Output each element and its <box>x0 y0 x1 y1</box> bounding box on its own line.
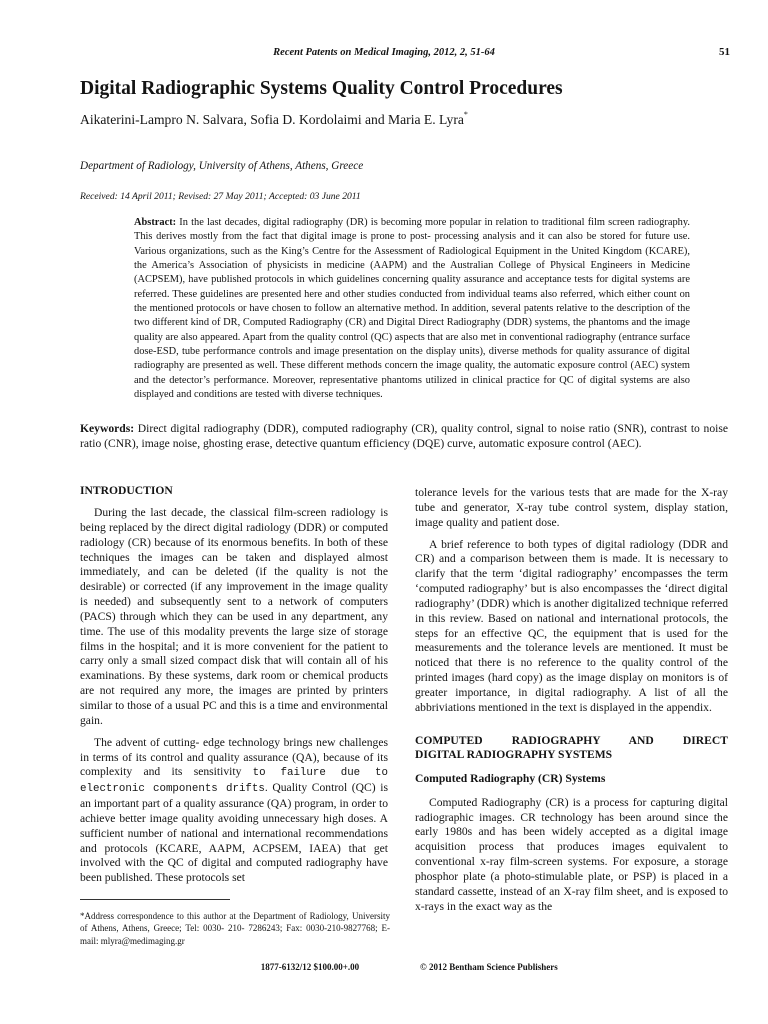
submission-dates: Received: 14 April 2011; Revised: 27 May 2011; Accepted: 03 June 2011 <box>80 191 361 202</box>
keywords-text: Direct digital radiography (DDR), computed radiography (CR), quality control, signal to noise ratio (SNR), contrast to noise ratio (CNR), image noise, ghosting erase, detective quantum efficiency (DQE) curve, automatic exposure control (AEC). <box>80 422 728 450</box>
keywords <box>80 422 728 452</box>
section-heading-introduction: INTRODUCTION <box>80 484 173 497</box>
cr-paragraph: Computed Radiography (CR) is a process for capturing digital radiographic images. CR technology has been around since the early 1980s and has been widely accepted as a digital image acquisition process that produces images equivalent to conventional x-ray film-screen systems. For exposure, a storage phosphor plate (a photo-stimulable plate, or PSP) is placed in a standard cassette, instead of an X-ray film sheet, and is exposed to x-rays in the exact way as the <box>415 795 728 913</box>
right-column <box>415 486 728 914</box>
issn-price: 1877-6132/12 $100.00+.00 <box>260 962 360 972</box>
section-heading-cr-ddr-line2: DIGITAL RADIOGRAPHY SYSTEMS <box>415 747 613 761</box>
intro-paragraph-2-end: . Quality Control (QC) is an important part of a quality assurance (QA) program, in order to achieve better image quality avoiding unnecessary high doses. A sufficient number of national and international recommendations and protocols (KCARE, AAPM, ACPSEM, IAEA) that get involved with the QC of digital and computed radiography have been published. These protocols set <box>80 781 388 885</box>
section-heading-cr-ddr-line1: COMPUTED RADIOGRAPHY AND DIRECT <box>415 733 728 747</box>
subsection-heading-cr: Computed Radiography (CR) Systems <box>415 771 606 785</box>
authors-text: Aikaterini-Lampro N. Salvara, Sofia D. Kordolaimi and Maria E. Lyra <box>80 112 464 127</box>
author-list <box>80 112 720 128</box>
left-column <box>80 484 388 886</box>
article-title: Digital Radiographic Systems Quality Control Procedures <box>80 78 563 99</box>
intro-paragraph-1: During the last decade, the classical film-screen radiology is being replaced by the direct digital radiology (DDR) or computed radiology (CR) because of its enormous benefits. In both of these techniques the images can be taken and displayed almost immediately, and can be deleted (if the quality is not the desirable) or corrected (if any improvement in the image quality is needed) and subsequently sent to a network of computers (PACS) through which they can be used in any department, any time. The use of this modality prevents the large size of storage films in the hospital; and it is more convenient for the patient to carry only a small sized compact disk that will contain all of his examinations. By these systems, dark room or chemical products are not required any more, the images are printed by printers similar to those of a usual PC and this is a time and environmental gain. <box>80 506 388 727</box>
copyright: © 2012 Bentham Science Publishers <box>420 962 558 972</box>
intro-paragraph-2-start: The advent of cutting- edge technology brings new challenges in terms of its control and quality assurance (QA), because of its complexity and its sensitivity <box>80 735 388 779</box>
continued-paragraph: tolerance levels for the various tests that are made for the X-ray tube and generator, X-ray tube control system, display station, image quality and patient dose. <box>415 486 728 529</box>
abstract <box>134 216 690 402</box>
footnote-rule <box>80 899 230 900</box>
corresponding-author-mark: * <box>463 110 468 119</box>
page-number: 51 <box>719 46 730 58</box>
abstract-text: In the last decades, digital radiography (DR) is becoming more popular in relation to traditional film screen radiography. This derives mostly from the fact that digital image is prone to post- processing analysis and it can also be stored for future use. Various organizations, such as the King’s Centre for the Assessment of Radiological Equipment in the United Kingdom (KCARE), the America’s Association of physicists in medicine (AAPM) and the Australian College of Physical Engineers in Medicine (ACPSEM), have published protocols in which guidelines concerning quality assurance and acceptance tests for digital systems are referred. These guidelines are presented here and other studies conducted from individual teams also referred, which either count on the mentioned protocols or have chosen to follow an alternative method. In addition, several patents relative to the description of the two different kind of DR, Computed Radiography (CR) and Digital Direct Radiography (DDR) systems, the phantoms and the image quality are also appeared. Apart from the quality control (QC) aspects that are also met in conventional radiography (entrance surface dose-ESD, tube performance controls and image presentation on the display units), diverse methods for quality assurance of digital radiography are presented as well. These different methods concern the image quality, the automatic exposure control (AEC) system and the detector’s performance. Moreover, representative phantoms utilized in clinical practice for QC of digital systems are also displayed and conditions are tested with diverse techniques. <box>134 217 690 401</box>
review-scope-paragraph: A brief reference to both types of digital radiology (DDR and CR) and a comparison between them is made. It is necessary to clarify that the term ‘digital radiography’ encompasses the term ‘computed radiography’ but is also encompasses the ‘direct digital radiography’ (DDR) which is another digitalized technique referred in this review. Based on national and international protocols, the steps for an effective QC, the equipment that is used for the measurements and the tolerance levels are mentioned. It must be noticed that there is no reference to the quality control of the printed images (hard copy) as the image display on monitors is of greater importance, in digital radiography. A list of all the abbriviations mentioned in the text is displayed in the appendix. <box>415 537 729 714</box>
correspondence-footnote: *Address correspondence to this author at the Department of Radiology, University of Athens, Athens, Greece; Tel: 0030- 210- 7286243; Fax: 0030-210-9827768; E-mail: mlyra@medimaging.gr <box>80 911 390 946</box>
affiliation: Department of Radiology, University of Athens, Athens, Greece <box>80 160 364 172</box>
intro-paragraph-2 <box>80 736 388 886</box>
keywords-label: Keywords: <box>80 422 135 435</box>
intro-paragraph-2-mono: to failure due to electronic components drifts <box>80 767 388 796</box>
journal-citation: Recent Patents on Medical Imaging, 2012, 2, 51-64 <box>273 47 495 58</box>
abstract-label: Abstract: <box>134 217 177 228</box>
